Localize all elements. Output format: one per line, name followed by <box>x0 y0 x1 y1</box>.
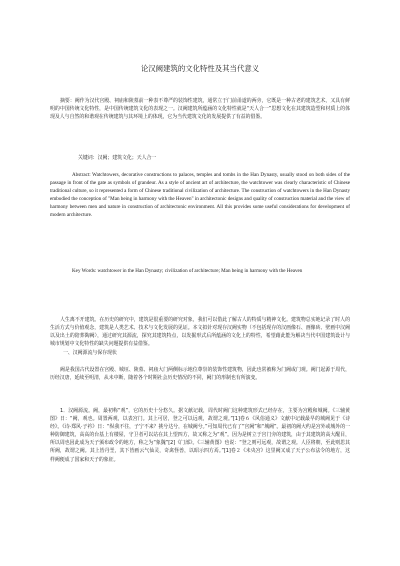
subsection-paragraph: 1．汉阙源流。阙，最初称“观”，它的历史十分悠久。据文献记载，周代时阙门这种建筑形式已经存在，主要为宫殿和城阙。《三辅黄图》日：“阙，观也。周置两观，以表宫门。其上可居，登之可以远观，故谓之观。”[1]卷６《风俗通义》文献中记载最早的城阙见于《诗经》。《诗·郑风·子衿》日：“纵我不往，子宁不来？挑兮达兮，在城阙兮。”可知周代已有了“宫阙”和“城阙”。最初的阙大约是宫外或城外的一种防御建筑，高高的台基上有楼屋，守卫者可以站在其上望四方，故又称之为“观”。因为是树立于宫门旁的建筑，由于其建筑的高大醒目，所以周也因此成为天子颁布政令的地方，称之为“象魏”[2]《门部》。《三辅黄图》也说：“登之则可远观，故谓之观。人臣将朝，至此则思其所阙，故谓之阙。其上皆丹垩，其下皆画云气仙灵，奇禽怪兽，以昭示四方焉。”[1]卷２《未央宫》这里阙又成了天子公布法令的地方，这样阙便成了国家和天子的象征。 <box>50 408 350 463</box>
chinese-keywords: 关键词：汉阙；建筑文化；天人合一 <box>78 155 157 161</box>
introduction-paragraph: 人生离不开建筑。在历史的研究中，建筑是很重要的研究对象，我们可以借此了解古人的特质与精神文化。建筑物总实地记录了时人的生活方式与价值观念，建筑是人类艺术、技术与文化发展的见证。本文拟针对现存汉阙实物（不包括现存的汉画像石、画像砖、壁画中汉阙以及出土的陪葬陶阙），通过研究其源流，探究其建筑特点，以发掘形式后所蕴涵的文化上的特性，希望藉此能为解决当代中国建筑设计与城市规划中文化特性的缺失问题提供有益借鉴。 <box>50 317 350 348</box>
chinese-abstract: 摘要：阙作为汉代宫殿、祠庙和陵墓前一种表不尊严的装饰性建筑，通常立于门前甬道的两旁，它既是一种古老的建筑艺术，又具有鲜明的中国传统文化特性，是中国传统建筑文化的表现之一。汉阙建筑所蕴涵的文化特性就是“天人合一”思想文化在其建筑造型和材质上的体现及人与自然的和谐观在传统建筑与其环境上的体现，它为当代建筑文化的发展提供了有益的借鉴。 <box>50 98 350 121</box>
section-heading: 一、汉阙源流与保存现状 <box>63 350 117 356</box>
section-paragraph: 阙是我国古代设置在宫殿、城垣、陵墓、祠庙大门两侧标示地位尊崇的装饰性建筑物，因此也常被称为门阙或门观。阙门起源于周代，历经汉唐，延续至明清，从未中断，随着各个时期社会历史情况的不同，阙门的形制也有所演变。 <box>50 367 350 382</box>
english-keywords: Key Words: watchtower in the Han Dynasty; civilization of architecture; Man being in harmony with the Heaven <box>72 268 303 274</box>
english-abstract: Abstract: Watchtowers, decorative constructions to palaces, temples and tombs in the Han Dynasty, usually stood on both sides of the passage in front of the gate as symbols of grandeur. As a style of ancient art of architecture, the watchtower was clearly characteristic of Chinese traditional culture, so it represented a form of Chinese traditional civilization of architecture. The construction of watchtowers in the Han Dynasty embodied the conception of "Man being in harmony with the Heaven" in architectonic designs and quality of construction material and the view of harmony between men and nature in construction of architectonic environment. All this provides some useful considerations for development of modern architecture. <box>50 172 350 219</box>
paper-title: 论汉阙建筑的文化特性及其当代意义 <box>140 64 260 73</box>
